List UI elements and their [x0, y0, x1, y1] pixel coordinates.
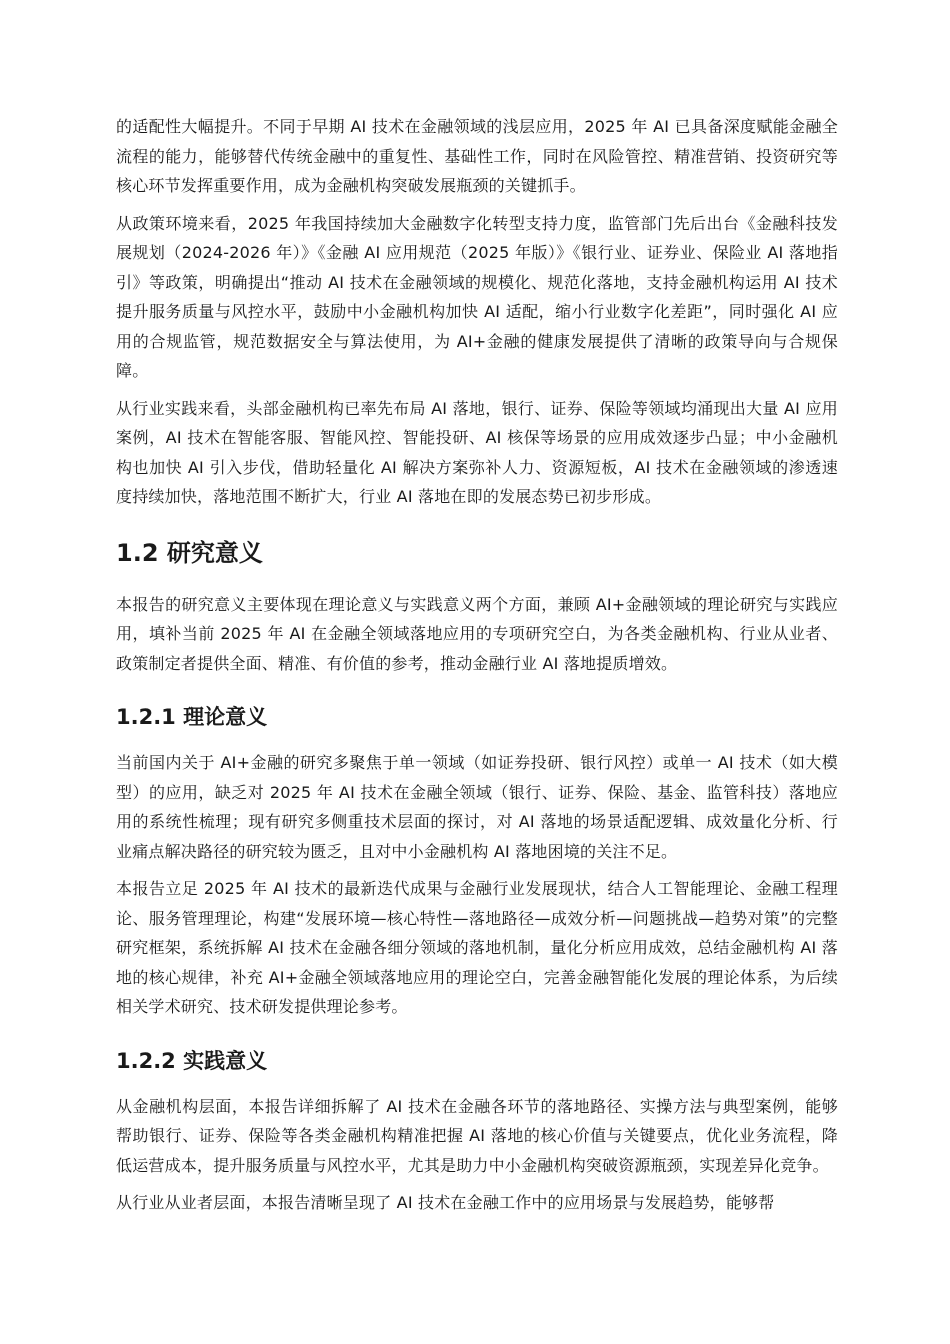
body-paragraph: 本报告的研究意义主要体现在理论意义与实践意义两个方面，兼顾 AI+金融领域的理论研究与实践应用，填补当前 2025 年 AI 在金融全领域落地应用的专项研究空白，为各类金融机构、行业从业者、政策制定者提供全面、精准、有价值的参考，推动金融行业 AI 落地提质增效。	[116, 594, 838, 673]
body-paragraph: 从行业从业者层面，本报告清晰呈现了 AI 技术在金融工作中的应用场景与发展趋势，能够帮	[116, 1193, 775, 1212]
body-paragraph: 本报告立足 2025 年 AI 技术的最新迭代成果与金融行业发展现状，结合人工智能理论、金融工程理论、服务管理理论，构建“发展环境—核心特性—落地路径—成效分析—问题挑战—趋势对策”的完整研究框架，系统拆解 AI 技术在金融各细分领域的落地机制，量化分析应用成效，总结金融机构 AI 落地的核心规律，补充 AI+金融全领域落地应用的理论空白，完善金融智能化发展的理论体系，为后续相关学术研究、技术研发提供理论参考。	[116, 879, 838, 1016]
body-paragraph: 从行业实践来看，头部金融机构已率先布局 AI 落地，银行、证券、保险等领域均涌现出大量 AI 应用案例，AI 技术在智能客服、智能风控、智能投研、AI 核保等场景的应用成效逐步凸显；中小金融机构也加快 AI 引入步伐，借助轻量化 AI 解决方案弥补人力、资源短板，AI 技术在金融领域的渗透速度持续加快，落地范围不断扩大，行业 AI 落地在即的发展态势已初步形成。	[116, 398, 838, 506]
body-paragraph: 当前国内关于 AI+金融的研究多聚焦于单一领域（如证券投研、银行风控）或单一 AI 技术（如大模型）的应用，缺乏对 2025 年 AI 技术在金融全领域（银行、证券、保险、基金、监管科技）落地应用的系统性梳理；现有研究多侧重技术层面的探讨，对 AI 落地的场景适配逻辑、成效量化分析、行业痛点解决路径的研究较为匮乏，且对中小金融机构 AI 落地困境的关注不足。	[116, 753, 838, 861]
body-paragraph: 从金融机构层面，本报告详细拆解了 AI 技术在金融各环节的落地路径、实操方法与典型案例，能够帮助银行、证券、保险等各类金融机构精准把握 AI 落地的核心价值与关键要点，优化业务流程，降低运营成本，提升服务质量与风控水平，尤其是助力中小金融机构突破资源瓶颈，实现差异化竞争。	[116, 1096, 838, 1175]
body-paragraph: 的适配性大幅提升。不同于早期 AI 技术在金融领域的浅层应用，2025 年 AI 已具备深度赋能金融全流程的能力，能够替代传统金融中的重复性、基础性工作，同时在风险管控、精准营销、投资研究等核心环节发挥重要作用，成为金融机构突破发展瓶颈的关键抓手。	[116, 117, 838, 195]
body-paragraph: 从政策环境来看，2025 年我国持续加大金融数字化转型支持力度，监管部门先后出台《金融科技发展规划（2024-2026 年）》《金融 AI 应用规范（2025 年版）》《银行业、证券业、保险业 AI 落地指引》等政策，明确提出“推动 AI 技术在金融领域的规模化、规范化落地，支持金融机构运用 AI 技术提升服务质量与风控水平，鼓励中小金融机构加快 AI 适配，缩小行业数字化差距”，同时强化 AI 应用的合规监管，规范数据安全与算法使用，为 AI+金融的健康发展提供了清晰的政策导向与合规保障。	[116, 213, 838, 380]
section-heading-1-2-2: 1.2.2 实践意义	[116, 1048, 268, 1073]
section-heading-1-2-1: 1.2.1 理论意义	[116, 705, 268, 729]
document-page	[116, 112, 838, 1226]
section-heading-1-2: 1.2 研究意义	[116, 538, 263, 567]
